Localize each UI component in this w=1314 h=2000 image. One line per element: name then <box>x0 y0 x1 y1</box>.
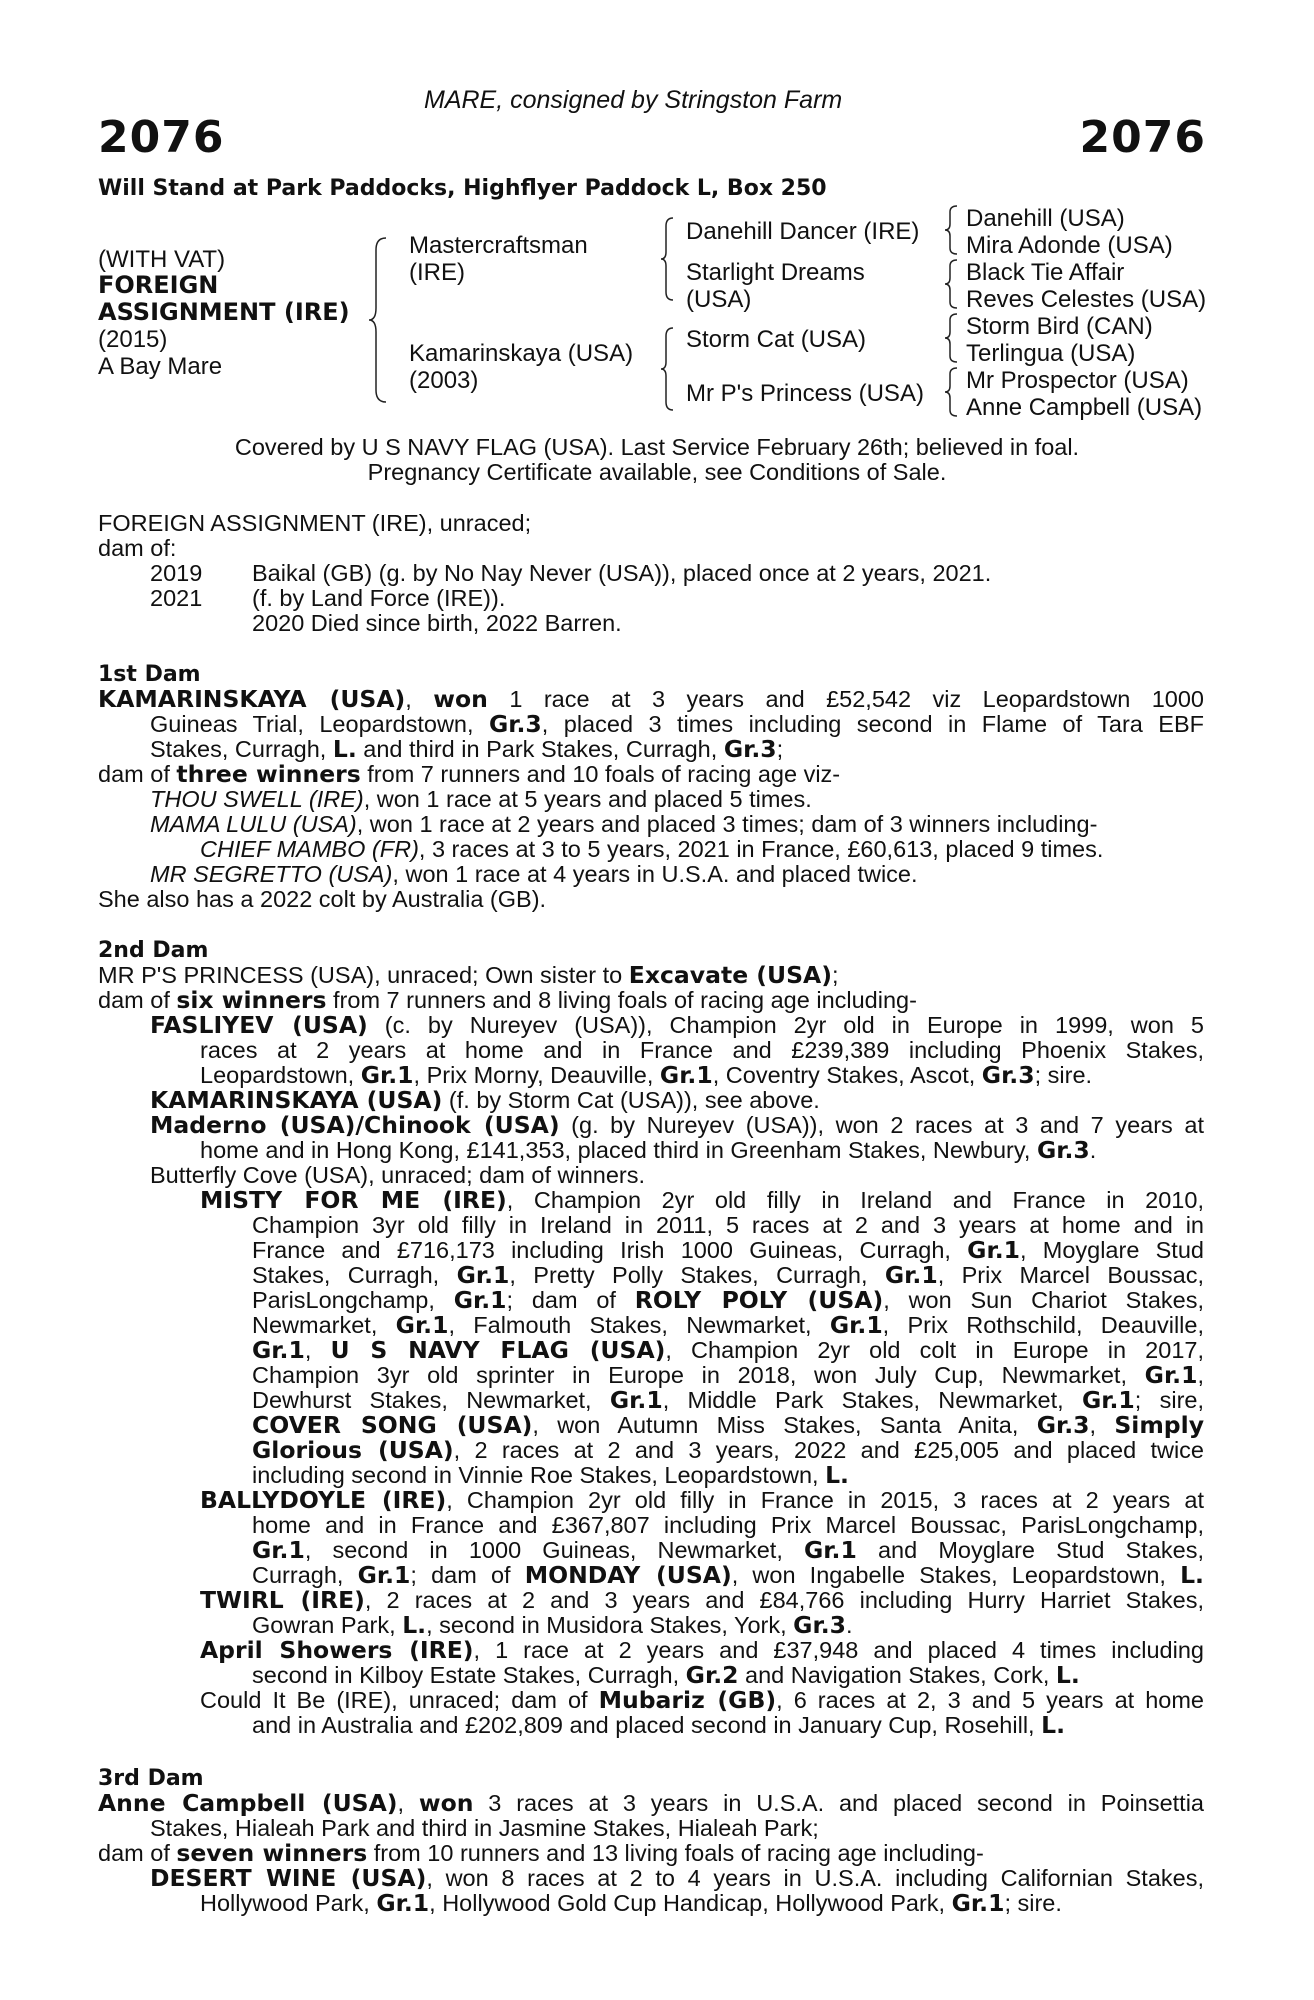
third-dam-line-1: Anne Campbell (USA), won 3 races at 3 years in U.S.A. and placed second in Poinsettia <box>98 1789 1204 1817</box>
butterfly-cove-line: Butterfly Cove (USA), unraced; dam of winners. <box>150 1162 646 1188</box>
second-dam-heading: 2nd Dam <box>98 938 209 963</box>
fasliyev-line-1: FASLIYEV (USA) (c. by Nureyev (USA)), Champion 2yr old in Europe in 1999, won 5 <box>150 1011 1204 1039</box>
misty-line-12: including second in Vinnie Roe Stakes, Leopardstown, L. <box>252 1461 849 1489</box>
twirl-line-2: Gowran Park, L., second in Musidora Stakes, York, Gr.3. <box>252 1611 853 1639</box>
misty-line-9: Dewhurst Stakes, Newmarket, Gr.1, Middle Park Stakes, Newmarket, Gr.1; sire, <box>252 1386 1204 1414</box>
desert-wine-line-1: DESERT WINE (USA), won 8 races at 2 to 4 years in U.S.A. including Californian Stakes, <box>150 1864 1204 1892</box>
first-dam-note: She also has a 2022 colt by Australia (GB). <box>98 886 547 912</box>
horse-description: A Bay Mare <box>98 353 223 380</box>
third-dam-heading: 3rd Dam <box>98 1766 204 1791</box>
first-dam-foal-3: MR SEGRETTO (USA), won 1 race at 4 years in U.S.A. and placed twice. <box>150 861 918 887</box>
ballydoyle-line-3: Gr.1, second in 1000 Guineas, Newmarket, Gr.1 and Moyglare Stud Stakes, <box>252 1536 1204 1564</box>
grandparent-4: Reves Celestes (USA) <box>966 286 1207 313</box>
fasliyev-line-2: races at 2 years at home and in France and £239,389 including Phoenix Stakes, <box>200 1037 1204 1063</box>
produce-intro: FOREIGN ASSIGNMENT (IRE), unraced; <box>98 510 532 536</box>
sire-name: Mastercraftsman <box>409 232 588 259</box>
ballydoyle-line-1: BALLYDOYLE (IRE), Champion 2yr old filly in France in 2015, 3 races at 2 years at <box>200 1486 1204 1514</box>
grandparent-7: Mr Prospector (USA) <box>966 367 1189 394</box>
stand-location: Will Stand at Park Paddocks, Highflyer Paddock L, Box 250 <box>98 176 827 201</box>
consignor-line: MARE, consigned by Stringston Farm <box>424 86 843 114</box>
misty-line-3: France and £716,173 including Irish 1000 Guineas, Curragh, Gr.1, Moyglare Stud <box>252 1236 1204 1264</box>
first-dam-line-2: Guineas Trial, Leopardstown, Gr.3, placed 3 times including second in Flame of Tara EBF <box>150 710 1204 738</box>
horse-name-line2: ASSIGNMENT (IRE) <box>98 298 350 326</box>
ballydoyle-line-4: Curragh, Gr.1; dam of MONDAY (USA), won Ingabelle Stakes, Leopardstown, L. <box>252 1561 1204 1589</box>
misty-line-6: Newmarket, Gr.1, Falmouth Stakes, Newmarket, Gr.1, Prix Rothschild, Deauville, <box>252 1311 1204 1339</box>
maderno-line-2: home and in Hong Kong, £141,353, placed third in Greenham Stakes, Newbury, Gr.3. <box>200 1136 1097 1164</box>
g-brace-2 <box>944 258 958 310</box>
lot-number-right: 2076 <box>1079 112 1206 163</box>
first-dam-foal-2: MAMA LULU (USA), won 1 race at 2 years and placed 3 times; dam of 3 winners including- <box>150 811 1098 837</box>
misty-line-7: Gr.1, U S NAVY FLAG (USA), Champion 2yr old colt in Europe in 2017, <box>252 1336 1204 1364</box>
ballydoyle-line-2: home and in France and £367,807 including Prix Marcel Boussac, ParisLongchamp, <box>252 1512 1204 1538</box>
first-dam-line-1: KAMARINSKAYA (USA), won 1 race at 3 years and £52,542 viz Leopardstown 1000 <box>98 685 1205 713</box>
dam-name: Kamarinskaya (USA) <box>409 340 634 367</box>
sire-sire: Danehill Dancer (IRE) <box>686 218 920 245</box>
vat-note: (WITH VAT) <box>98 246 226 273</box>
first-dam-heading: 1st Dam <box>98 662 201 687</box>
sire-brace <box>660 216 674 302</box>
sire-dam-name: Starlight Dreams <box>686 259 865 286</box>
g-brace-3 <box>944 312 958 364</box>
fasliyev-line-3: Leopardstown, Gr.1, Prix Morny, Deauville, Gr.1, Coventry Stakes, Ascot, Gr.3; sire. <box>200 1061 1093 1089</box>
grandparent-5: Storm Bird (CAN) <box>966 313 1153 340</box>
produce-dam-of: dam of: <box>98 535 177 561</box>
first-dam-line-3: Stakes, Curragh, L. and third in Park Stakes, Curragh, Gr.3; <box>150 735 784 763</box>
desert-wine-line-2: Hollywood Park, Gr.1, Hollywood Gold Cup Handicap, Hollywood Park, Gr.1; sire. <box>200 1889 1062 1917</box>
dam-brace <box>660 326 674 412</box>
misty-line-10: COVER SONG (USA), won Autumn Miss Stakes, Santa Anita, Gr.3, Simply <box>252 1411 1205 1439</box>
dam-sire: Storm Cat (USA) <box>686 326 867 353</box>
produce-2021-text: (f. by Land Force (IRE)). <box>252 585 506 611</box>
produce-notes: 2020 Died since birth, 2022 Barren. <box>252 610 622 636</box>
grandparent-2: Mira Adonde (USA) <box>966 232 1173 259</box>
second-dam-produce-summary: dam of six winners from 7 runners and 8 living foals of racing age including- <box>98 986 917 1014</box>
first-dam-grandfoal: CHIEF MAMBO (FR), 3 races at 3 to 5 years, 2021 in France, £60,613, placed 9 times. <box>200 836 1104 862</box>
foaling-year: (2015) <box>98 326 168 353</box>
g-brace-4 <box>944 366 958 418</box>
misty-line-8: Champion 3yr old sprinter in Europe in 2018, won July Cup, Newmarket, Gr.1, <box>252 1361 1204 1389</box>
misty-line-11: Glorious (USA), 2 races at 2 and 3 years, 2022 and £25,005 and placed twice <box>252 1436 1204 1464</box>
april-showers-line-1: April Showers (IRE), 1 race at 2 years and £37,948 and placed 4 times including <box>200 1636 1204 1664</box>
maderno-line-1: Maderno (USA)/Chinook (USA) (g. by Nureyev (USA)), won 2 races at 3 and 7 years at <box>150 1111 1204 1139</box>
april-showers-line-2: second in Kilboy Estate Stakes, Curragh, Gr.2 and Navigation Stakes, Cork, L. <box>252 1661 1080 1689</box>
could-it-be-line-1: Could It Be (IRE), unraced; dam of Mubariz (GB), 6 races at 2, 3 and 5 years at home <box>200 1686 1205 1714</box>
dam-year: (2003) <box>409 367 479 394</box>
lot-number-left: 2076 <box>98 112 225 163</box>
third-dam-line-2: Stakes, Hialeah Park and third in Jasmine Stakes, Hialeah Park; <box>150 1815 819 1841</box>
twirl-line-1: TWIRL (IRE), 2 races at 2 and 3 years and £84,766 including Hurry Harriet Stakes, <box>200 1586 1205 1614</box>
first-dam-produce-summary: dam of three winners from 7 runners and 10 foals of racing age viz- <box>98 760 841 788</box>
grandparent-8: Anne Campbell (USA) <box>966 394 1203 421</box>
second-dam-line-1: MR P'S PRINCESS (USA), unraced; Own sister to Excavate (USA); <box>98 961 839 989</box>
third-dam-produce-summary: dam of seven winners from 10 runners and 13 living foals of racing age including- <box>98 1839 984 1867</box>
grandparent-3: Black Tie Affair <box>966 259 1125 286</box>
sire-dam-country: (USA) <box>686 286 752 313</box>
produce-year-2019: 2019 <box>150 560 203 586</box>
misty-line-4: Stakes, Curragh, Gr.1, Pretty Polly Stakes, Curragh, Gr.1, Prix Marcel Boussac, <box>252 1261 1204 1289</box>
misty-line-5: ParisLongchamp, Gr.1; dam of ROLY POLY (USA), won Sun Chariot Stakes, <box>252 1286 1205 1314</box>
first-dam-foal-1: THOU SWELL (IRE), won 1 race at 5 years and placed 5 times. <box>150 786 812 812</box>
kamarinskaya-line: KAMARINSKAYA (USA) (f. by Storm Cat (USA)), see above. <box>150 1086 820 1114</box>
misty-line-1: MISTY FOR ME (IRE), Champion 2yr old filly in Ireland and France in 2010, <box>200 1186 1204 1214</box>
could-it-be-line-2: and in Australia and £202,809 and placed second in January Cup, Rosehill, L. <box>252 1711 1066 1739</box>
sire-country: (IRE) <box>409 259 465 286</box>
misty-line-2: Champion 3yr old filly in Ireland in 2011, 5 races at 2 and 3 years at home and in <box>252 1212 1204 1238</box>
main-brace <box>368 236 388 404</box>
grandparent-1: Danehill (USA) <box>966 205 1125 232</box>
dam-dam: Mr P's Princess (USA) <box>686 380 924 407</box>
pregnancy-note: Pregnancy Certificate available, see Conditions of Sale. <box>367 459 947 485</box>
produce-2019-text: Baikal (GB) (g. by No Nay Never (USA)), placed once at 2 years, 2021. <box>252 560 992 586</box>
covered-note: Covered by U S NAVY FLAG (USA). Last Service February 26th; believed in foal. <box>234 434 1080 460</box>
grandparent-6: Terlingua (USA) <box>966 340 1136 367</box>
g-brace-1 <box>944 204 958 256</box>
produce-year-2021: 2021 <box>150 585 203 611</box>
horse-name-line1: FOREIGN <box>98 271 219 299</box>
